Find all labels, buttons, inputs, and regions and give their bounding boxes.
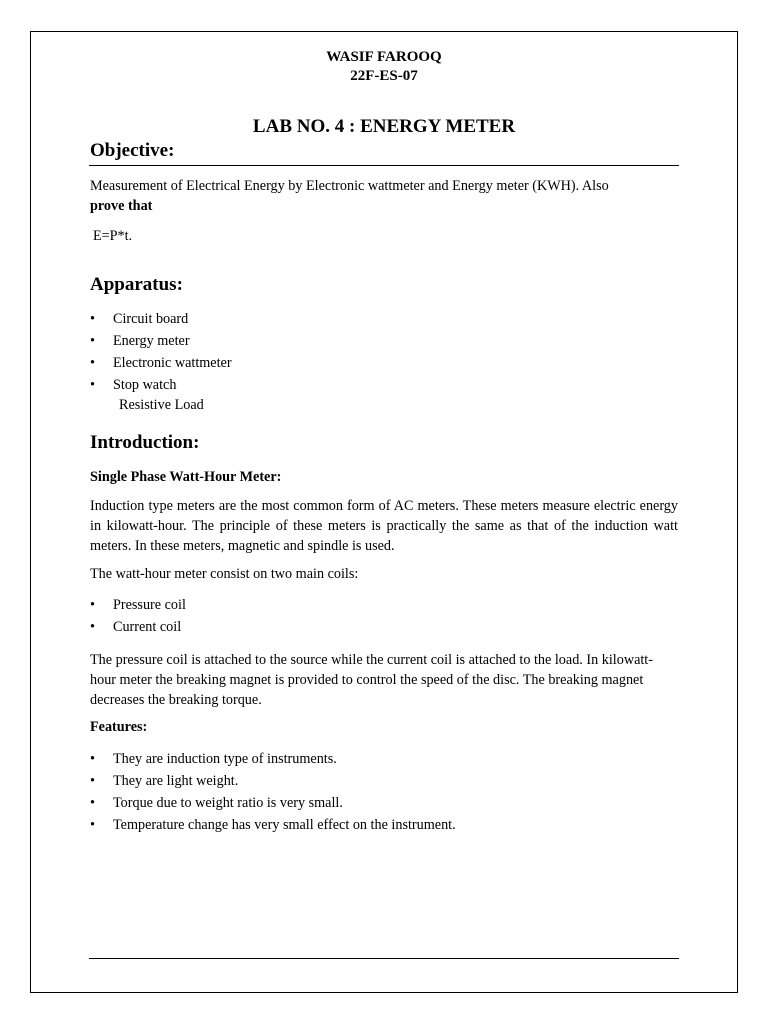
footer-rule xyxy=(89,958,679,959)
introduction-paragraph-3: The pressure coil is attached to the source while the current coil is attached to the load. In kilowatt-hour meter the breaking magnet is provided to control the speed of the disc. The breaking magnet decreases the breaking torque. xyxy=(90,652,653,708)
list-item: • Circuit board xyxy=(90,308,232,330)
list-item: • Pressure coil xyxy=(90,594,186,616)
objective-text xyxy=(90,176,678,216)
list-item: • They are light weight. xyxy=(90,770,456,792)
objective-heading: Objective: xyxy=(90,140,175,161)
apparatus-list xyxy=(90,308,232,396)
objective-text-line: Measurement of Electrical Energy by Electronic wattmeter and Energy meter (KWH). Also xyxy=(90,178,609,194)
author-name: WASIF FAROOQ xyxy=(326,49,442,65)
introduction-subheading: Single Phase Watt-Hour Meter: xyxy=(90,469,282,485)
objective-bold-text: prove that xyxy=(90,198,153,214)
coils-list xyxy=(90,594,186,638)
list-item: • They are induction type of instruments. xyxy=(90,748,456,770)
apparatus-extra-item: Resistive Load xyxy=(119,397,204,413)
introduction-heading: Introduction: xyxy=(90,432,200,453)
features-heading: Features: xyxy=(90,719,148,735)
introduction-paragraph-1: Induction type meters are the most common form of AC meters. These meters measure electric energy in kilowatt-hour. The principle of these meters is practically the same as that of the induction watt meters. In these meters, magnetic and spindle is used. xyxy=(90,498,678,554)
list-item: • Stop watch xyxy=(90,374,232,396)
roll-number: 22F-ES-07 xyxy=(350,68,418,84)
list-item: • Current coil xyxy=(90,616,186,638)
introduction-paragraph-2: The watt-hour meter consist on two main coils: xyxy=(90,566,359,582)
objective-formula: E=P*t. xyxy=(93,228,133,244)
list-item: • Torque due to weight ratio is very small. xyxy=(90,792,456,814)
list-item: • Energy meter xyxy=(90,330,232,352)
list-item: • Temperature change has very small effect on the instrument. xyxy=(90,814,456,836)
features-list xyxy=(90,748,456,836)
apparatus-heading: Apparatus: xyxy=(90,274,183,295)
lab-title: LAB NO. 4 : ENERGY METER xyxy=(252,116,516,137)
objective-underline xyxy=(89,165,679,166)
list-item: • Electronic wattmeter xyxy=(90,352,232,374)
